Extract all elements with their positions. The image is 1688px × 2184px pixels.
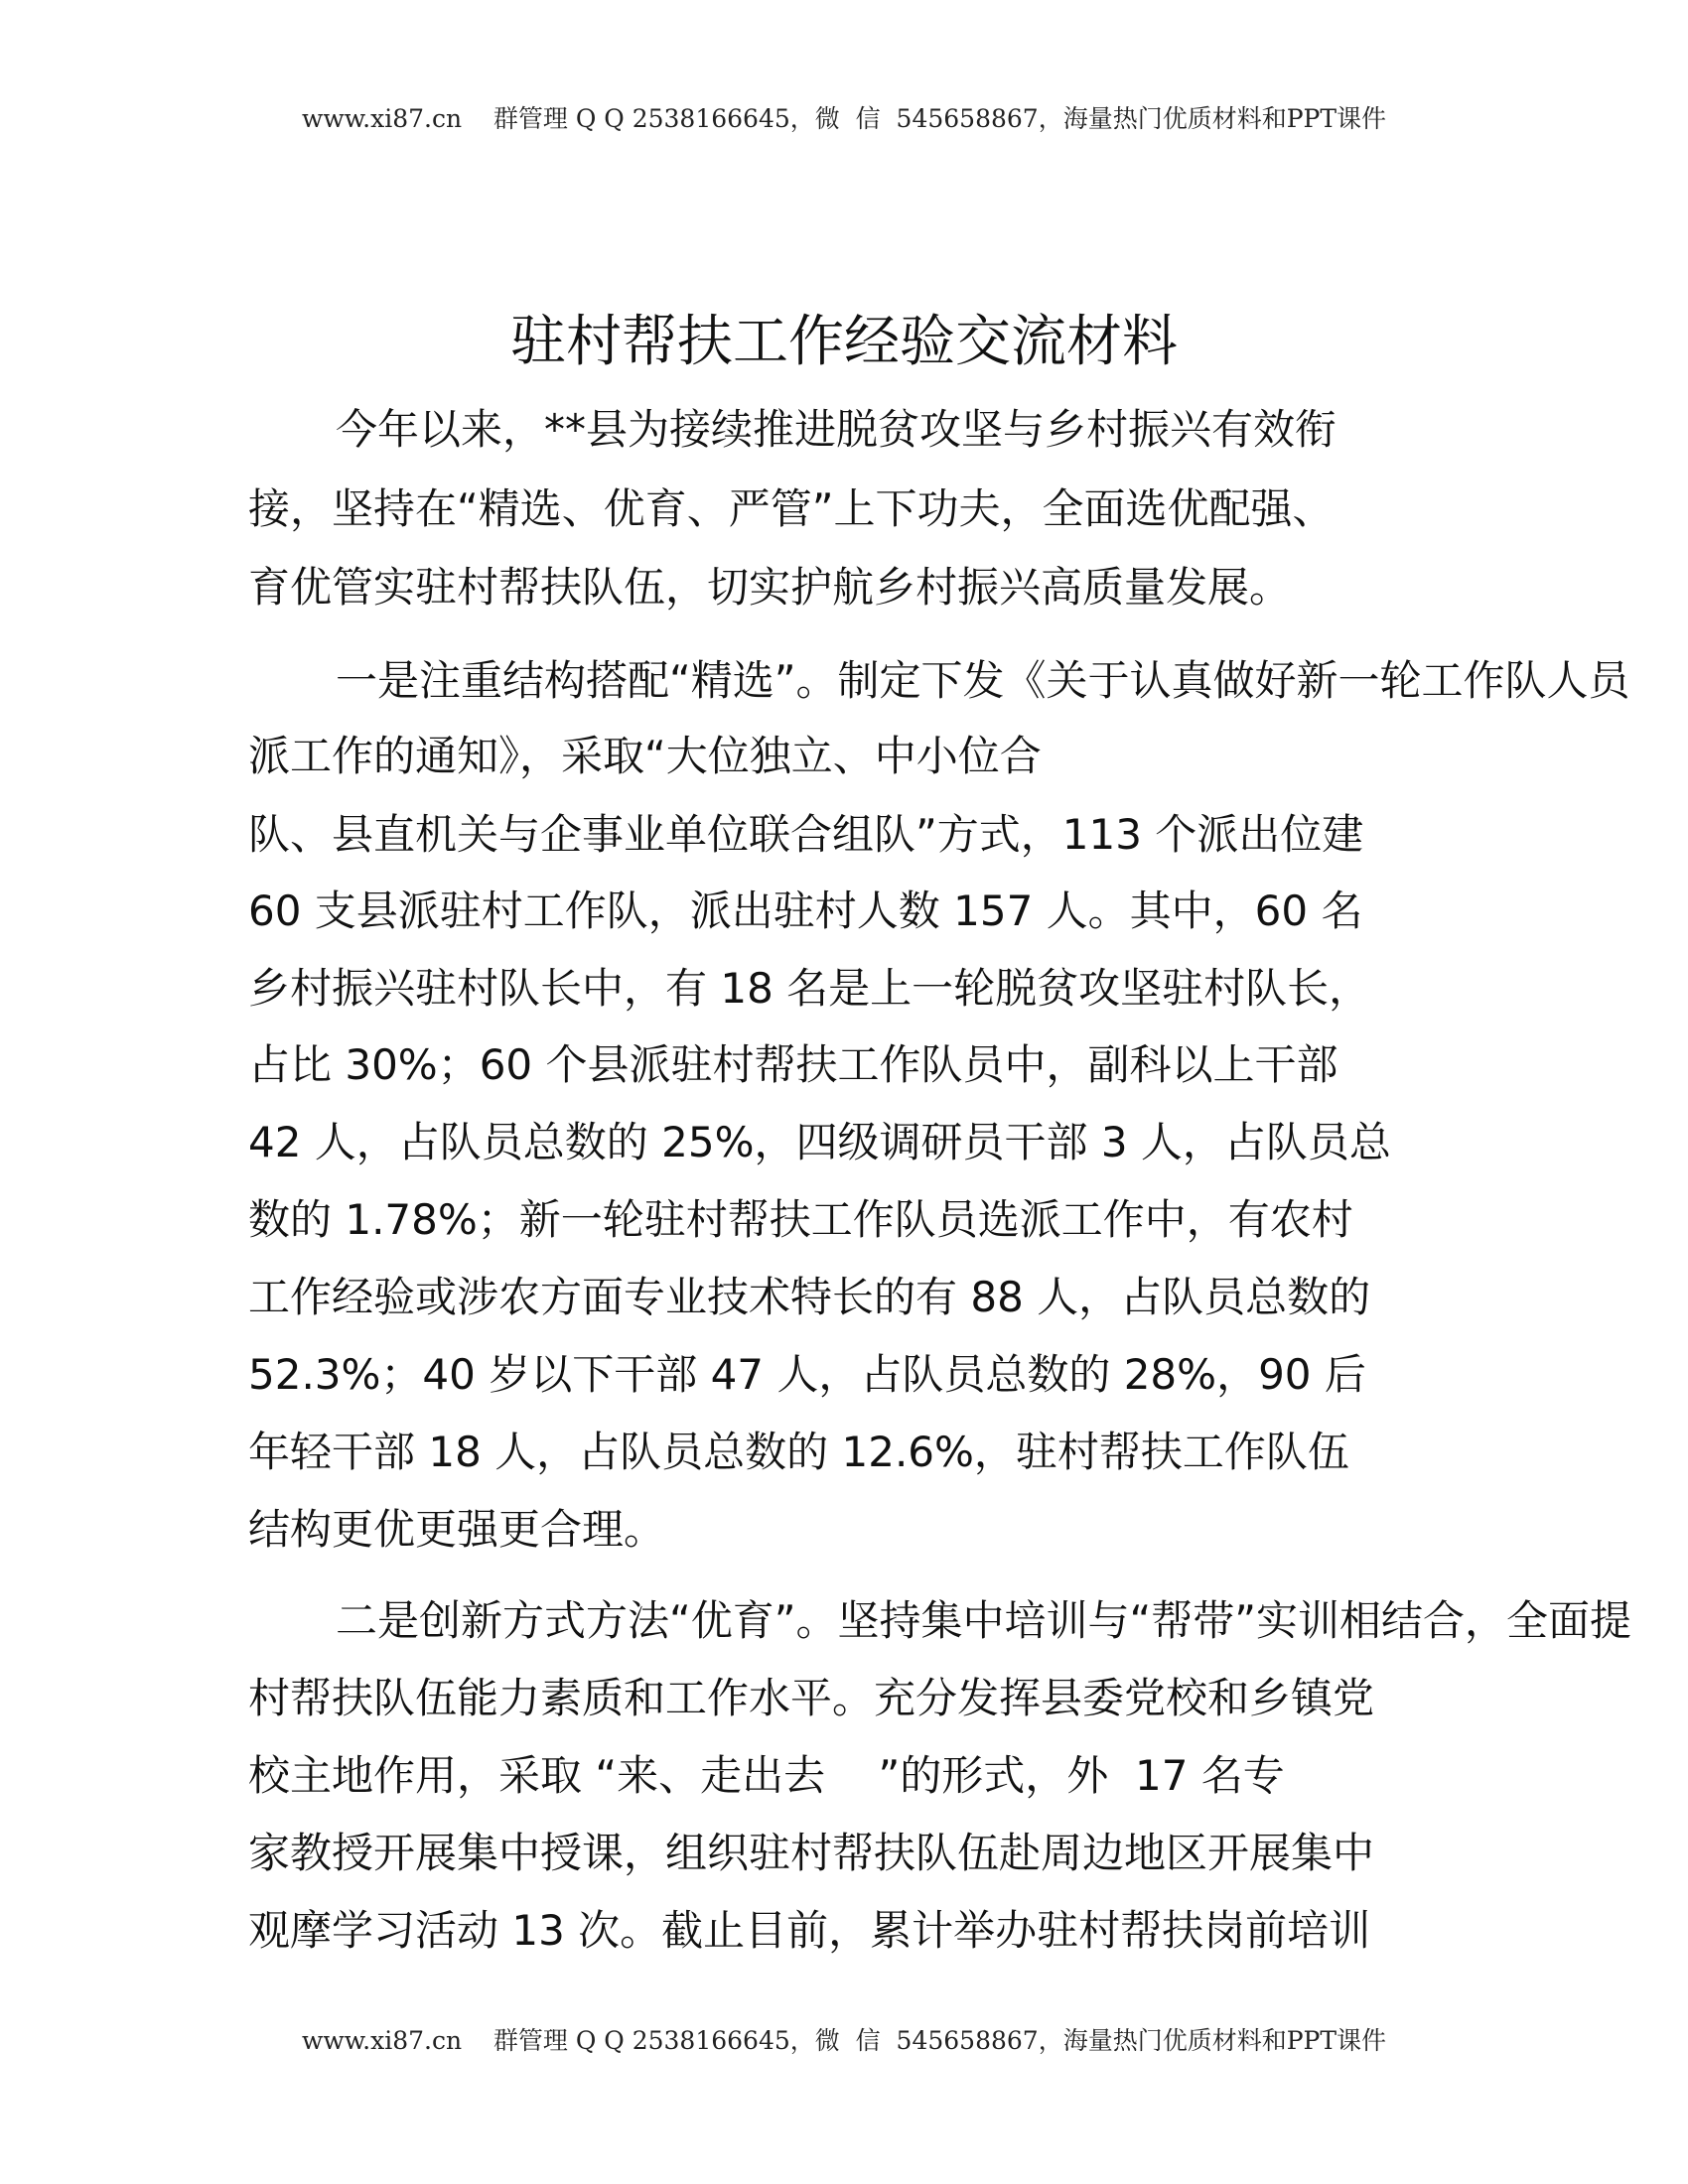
document-title: 驻村帮扶工作经验交流材料 [510,310,1178,374]
paragraph-line: 一是注重结构搭配“精选”。制定下发《关于认真做好新一轮工作队人员 [336,656,1630,705]
paragraph-line: 结构更优更强更合理。 [248,1505,666,1554]
paragraph-line: 二是创新方式方法“优育”。坚持集中培训与“帮带”实训相结合，全面提 [336,1596,1632,1645]
paragraph-line: 队、县直机关与企事业单位联合组队”方式，113 个派出位建 [248,810,1364,859]
page-footer: www.xi87.cn 群管理 Q Q 2538166645，微 信 545658867，海量热门优质材料和PPT课件 [301,2026,1387,2055]
page-header: www.xi87.cn 群管理 Q Q 2538166645，微 信 545658867，海量热门优质材料和PPT课件 [301,104,1387,133]
paragraph-line: 观摩学习活动 13 次。截止目前，累计举办驻村帮扶岗前培训 [248,1906,1371,1955]
paragraph-line: 派工作的通知》，采取“大位独立、中小位合 [248,732,1042,780]
paragraph-line: 数的 1.78%；新一轮驻村帮扶工作队员选派工作中，有农村 [248,1195,1353,1244]
paragraph-line: 家教授开展集中授课，组织驻村帮扶队伍赴周边地区开展集中 [248,1829,1375,1877]
paragraph-line: 接，坚持在“精选、优育、严管”上下功夫，全面选优配强、 [248,484,1335,533]
paragraph-line: 42 人，占队员总数的 25%，四级调研员干部 3 人，占队员总 [248,1118,1391,1166]
paragraph-line: 育优管实驻村帮扶队伍，切实护航乡村振兴高质量发展。 [248,563,1292,612]
paragraph-line: 乡村振兴驻村队长中，有 18 名是上一轮脱贫攻坚驻村队长， [248,964,1371,1013]
paragraph-line: 占比 30%；60 个县派驻村帮扶工作队员中，副科以上干部 [248,1040,1338,1089]
paragraph-line: 村帮扶队伍能力素质和工作水平。充分发挥县委党校和乡镇党 [248,1674,1375,1722]
paragraph-line: 工作经验或涉农方面专业技术特长的有 88 人，占队员总数的 [248,1273,1371,1321]
paragraph-line: 今年以来，**县为接续推进脱贫攻坚与乡村振兴有效衔 [336,405,1337,454]
paragraph-line: 52.3%；40 岁以下干部 47 人，占队员总数的 28%，90 后 [248,1350,1366,1399]
paragraph-line: 年轻干部 18 人，占队员总数的 12.6%，驻村帮扶工作队伍 [248,1428,1349,1476]
paragraph-line: 校主地作用，采取 “来、走出去 ”的形式，外 17 名专 [248,1751,1285,1800]
paragraph-line: 60 支县派驻村工作队，派出驻村人数 157 人。其中，60 名 [248,887,1363,935]
